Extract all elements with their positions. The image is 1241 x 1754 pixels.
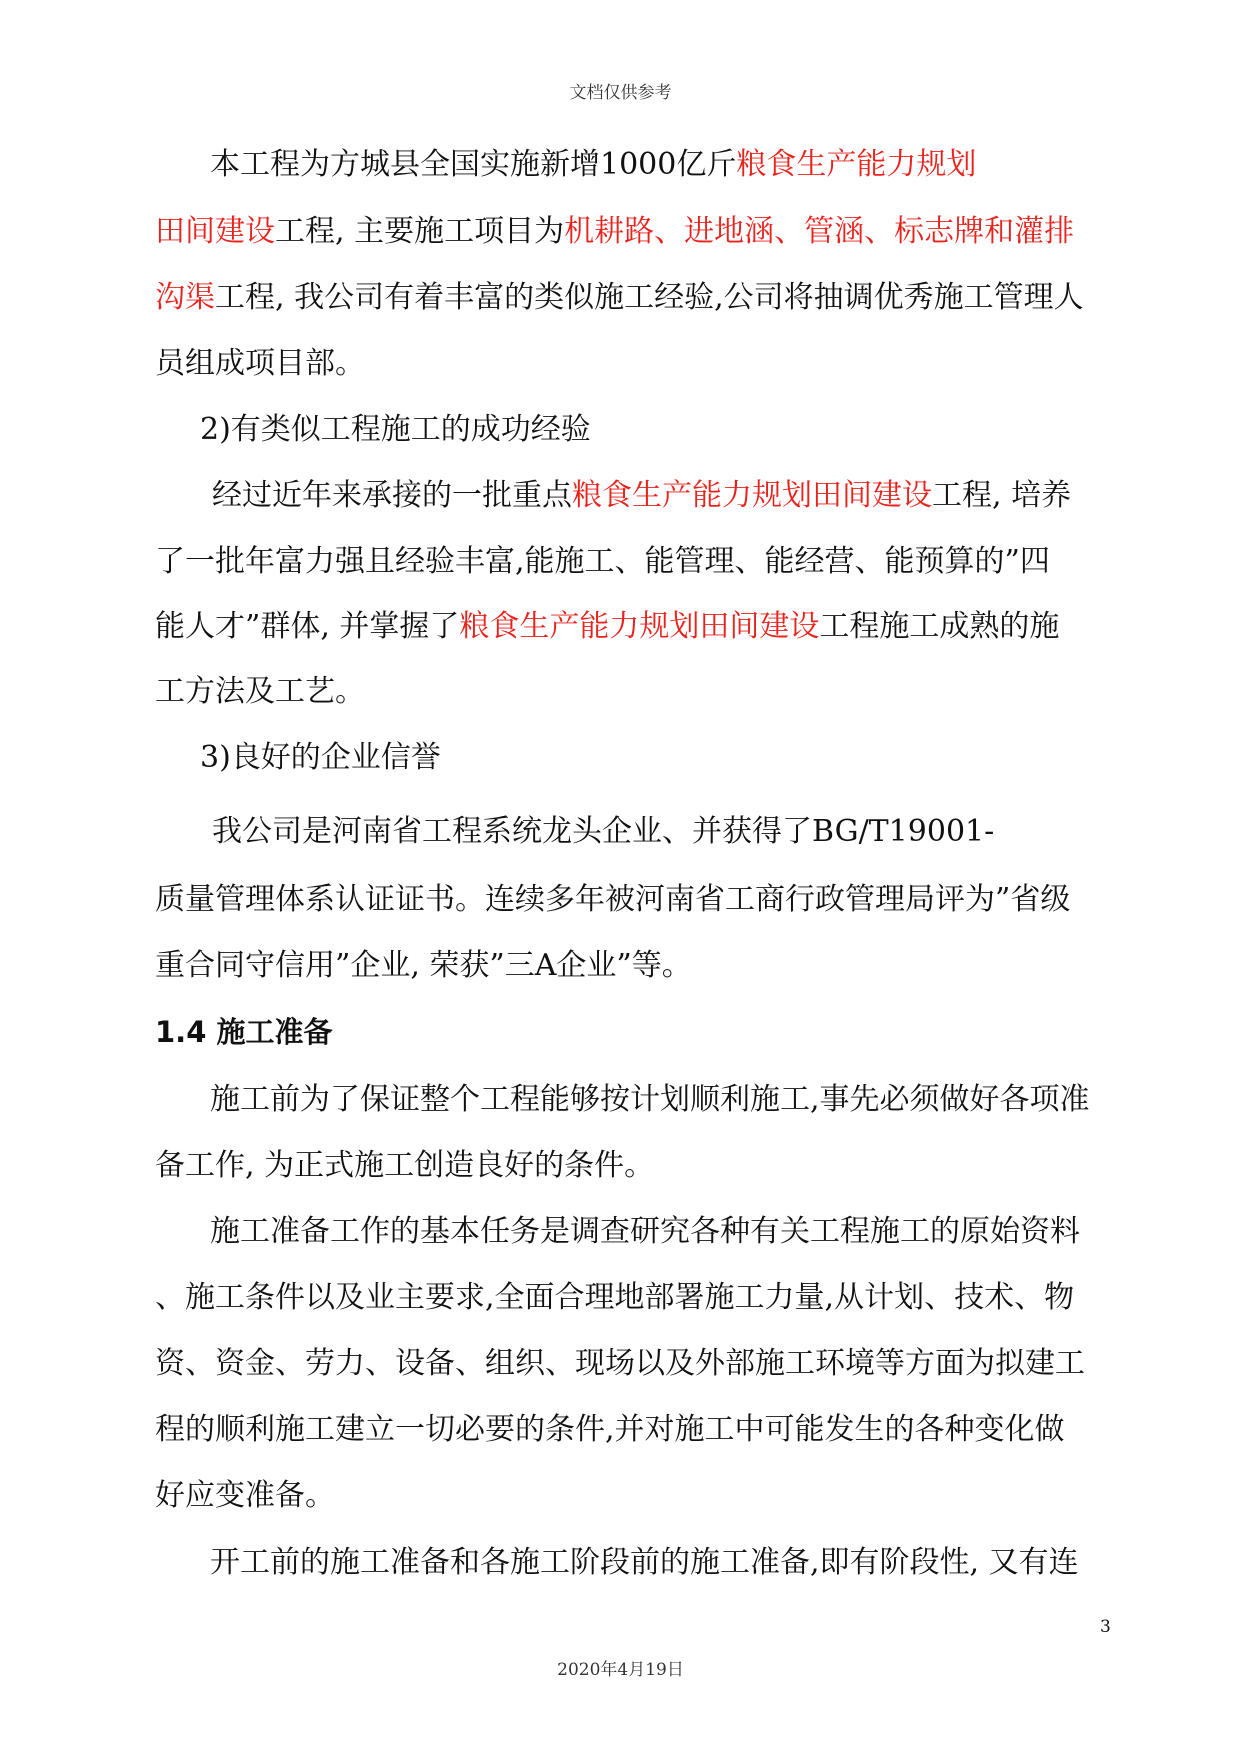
text-segment: 程的顺利施工建立一切必要的条件,并对施工中可能发生的各种变化做: [155, 1412, 1065, 1447]
text-segment: 本工程为方城县全国实施新增: [210, 147, 600, 182]
text-line: [155, 607, 1059, 647]
text-line: [155, 278, 1084, 318]
text-line: [155, 1476, 335, 1516]
page-footer-date: 2020年4月19日: [557, 1660, 684, 1680]
text-segment: 重合同守信用”企业, 荣获”三A企业”等。: [155, 948, 692, 983]
text-segment: 工方法及工艺。: [155, 674, 365, 709]
text-segment: 资、资金、劳力、设备、组织、现场以及外部施工环境等方面为拟建工: [155, 1346, 1085, 1381]
highlighted-text: 沟渠: [155, 280, 215, 315]
text-segment: 质量管理体系认证证书。连续多年被河南省工商行政管理局评为”省级: [155, 882, 1071, 917]
text-line: [155, 880, 1070, 920]
highlighted-text: 粮食生产能力规划田间建设: [459, 609, 820, 644]
text-line: [155, 1344, 1085, 1384]
text-segment: 、施工条件以及业主要求,全面合理地部署施工力量,从计划、技术、物: [155, 1280, 1075, 1315]
text-segment: 工程, 我公司有着丰富的类似施工经验,公司将抽调优秀施工管理人: [215, 280, 1084, 315]
text-line: [212, 476, 1071, 516]
text-segment: 2)有类似工程施工的成功经验: [200, 412, 591, 447]
text-segment: 了一批年富力强且经验丰富,能施工、能管理、能经营、能预算的”四: [155, 544, 1050, 579]
text-line: [200, 410, 591, 450]
text-line: [210, 1080, 1090, 1120]
text-line: [210, 1212, 1080, 1252]
text-line: [212, 812, 994, 852]
text-segment: 经过近年来承接的一批重点: [212, 478, 572, 513]
text-line: [210, 1543, 1079, 1583]
text-segment: 工程, 培养: [932, 478, 1072, 513]
text-line: [200, 738, 441, 778]
text-segment: 3)良好的企业信誉: [200, 740, 441, 775]
text-line: [155, 542, 1050, 582]
highlighted-text: 粮食生产能力规划: [736, 147, 977, 182]
text-segment: 员组成项目部。: [155, 346, 365, 381]
text-line: [155, 1278, 1074, 1318]
text-segment: 我公司是河南省工程系统龙头企业、并获得了BG/T19001-: [212, 814, 995, 849]
section-heading: [155, 1012, 332, 1052]
text-line: [155, 1146, 654, 1186]
text-line: [155, 946, 692, 986]
text-line: [155, 212, 1074, 252]
text-segment: 好应变准备。: [155, 1478, 335, 1513]
text-segment: 施工前为了保证整个工程能够按计划顺利施工,事先必须做好各项准: [210, 1082, 1090, 1117]
text-segment: 开工前的施工准备和各施工阶段前的施工准备,即有阶段性, 又有连: [210, 1545, 1079, 1580]
highlighted-text: 田间建设: [155, 214, 275, 249]
page-number: 3: [1100, 1617, 1111, 1637]
text-segment: 工程施工成熟的施: [819, 609, 1060, 644]
text-line: [210, 145, 976, 185]
text-segment: 能人才”群体, 并掌握了: [155, 609, 460, 644]
text-segment: 施工准备工作的基本任务是调查研究各种有关工程施工的原始资料: [210, 1214, 1080, 1249]
text-segment: 1.4 施工准备: [155, 1015, 333, 1049]
text-line: [155, 344, 365, 384]
highlighted-text: 粮食生产能力规划田间建设: [572, 478, 932, 513]
text-segment: 工程, 主要施工项目为: [275, 214, 565, 249]
text-segment: 备工作, 为正式施工创造良好的条件。: [155, 1148, 655, 1183]
text-segment: 1000亿斤: [600, 147, 737, 182]
page-header: 文档仅供参考: [569, 83, 672, 103]
text-line: [155, 1410, 1065, 1450]
text-line: [155, 672, 365, 712]
highlighted-text: 机耕路、进地涵、管涵、标志牌和灌排: [564, 214, 1075, 249]
